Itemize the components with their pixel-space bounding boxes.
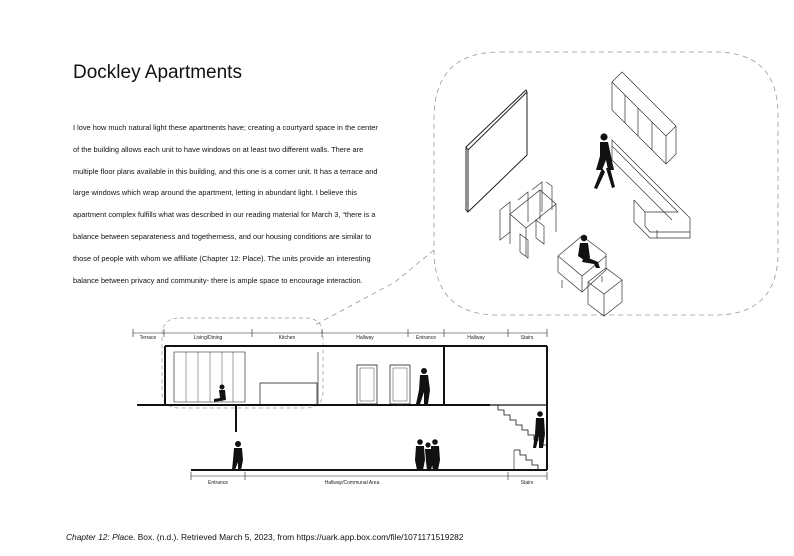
top-labels xyxy=(140,335,534,341)
citation xyxy=(66,532,463,542)
citation-rest: . Box. (n.d.). Retrieved March 5, 2023, from https://uark.app.box.com/file/1071171519282 xyxy=(133,532,464,542)
bottom-dimension-line xyxy=(191,472,547,480)
label-terrace: Terrace xyxy=(139,335,157,341)
label-living-dining: Living/Dining xyxy=(193,335,223,341)
label-stairs-bottom: Stairs xyxy=(520,480,534,486)
paragraph-text: I love how much natural light these apartments have; creating a courtyard space in the center of the building allows each unit to have windows on at least two different walls. There are multiple floor plans available in this building, and this one is a corner unit. It has a terrace and large windows which wrap around the apartment, letting in abundant light. I believe this apartment complex fulfills what was described in our reading material for March 3, “there is a balance between separateness and togetherness, and our housing conditions are similar to those of people with whom we affiliate (Chapter 12: Place). The units provide an interesting balance between privacy and community- there is ample space to encourage interaction. xyxy=(73,123,378,285)
label-entrance-bottom: Entrance xyxy=(207,480,229,486)
label-entrance-top: Entrance xyxy=(415,335,437,341)
label-stairs-top: Stairs xyxy=(520,335,534,341)
citation-title: Chapter 12: Place xyxy=(66,532,134,542)
label-hallway-2: Hallway xyxy=(467,335,485,341)
label-hallway-1: Hallway xyxy=(356,335,374,341)
label-kitchen: Kitchen xyxy=(278,335,296,341)
bottom-labels xyxy=(208,480,534,486)
page-title: Dockley Apartments xyxy=(73,62,242,83)
label-hallway-communal: Hallway/Communal Area xyxy=(324,480,380,486)
